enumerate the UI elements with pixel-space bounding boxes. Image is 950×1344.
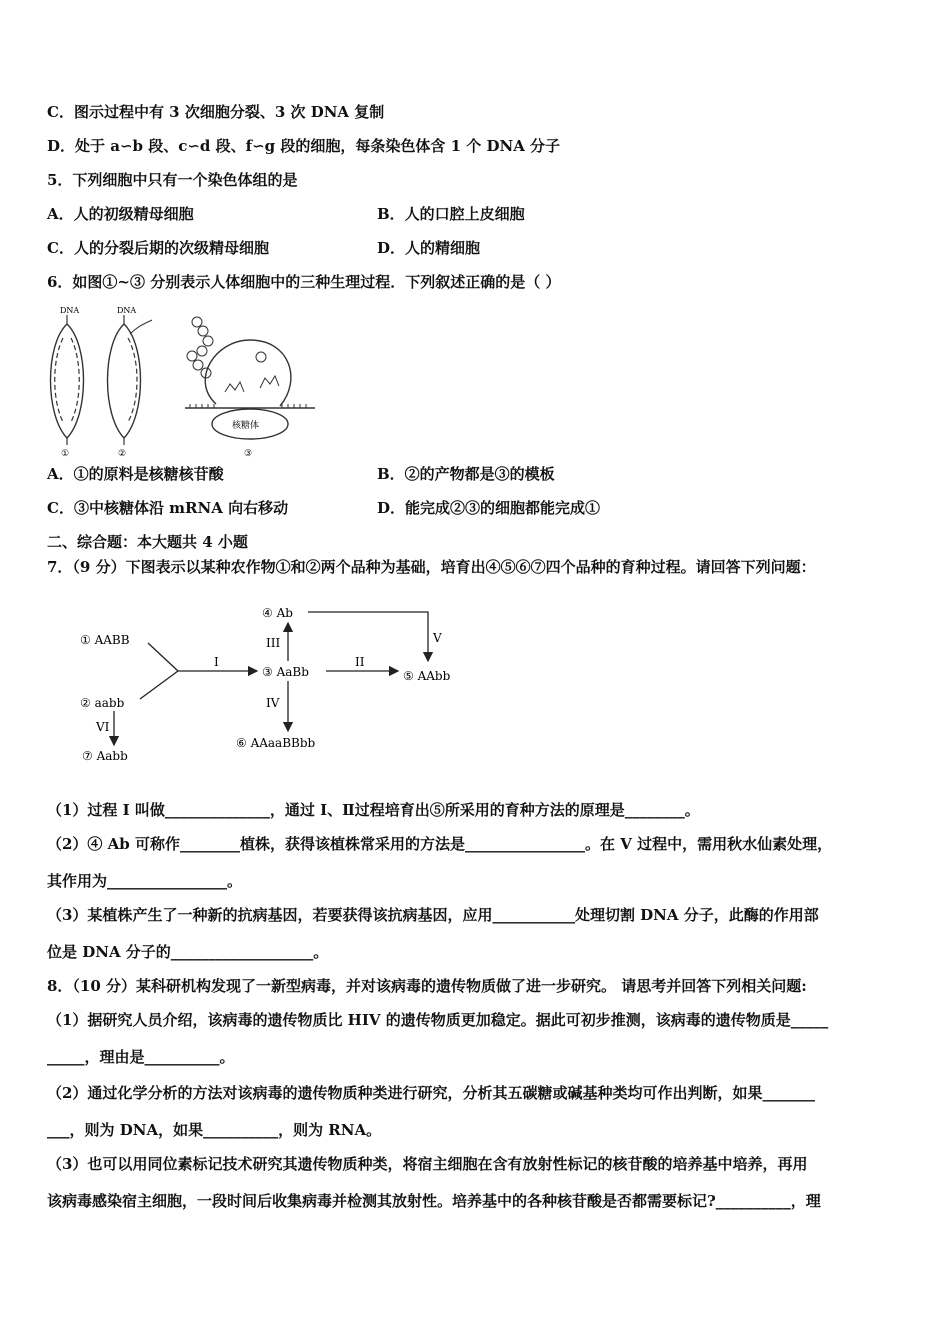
amino-acid-5 — [187, 351, 197, 361]
q8-part-2-line-1: （2）通过化学分析的方法对该病毒的遗传物质种类进行研究，分析其五碳糖或碱基种类均可作出判断，如果_______ — [47, 1084, 815, 1102]
amino-acid-6 — [193, 360, 203, 370]
q7-part-2-line-1: （2）④ Ab 可称作________植株，获得该植株常采用的方法是________________。在 V 过程中，需用秋水仙素处理， — [47, 835, 833, 853]
step-6-label: VI — [96, 720, 110, 734]
q8-part-1-line-1: （1）据研究人员介绍，该病毒的遗传物质比 HIV 的遗传物质更加稳定。据此可初步推测，该病毒的遗传物质是_____ — [47, 1011, 829, 1029]
step-5-label: V — [433, 631, 442, 645]
amino-acid-4 — [197, 346, 207, 356]
q8-part-3-line-2: 该病毒感染宿主细胞，一段时间后收集病毒并检测其放射性。培养基中的各种核苷酸是否都需要标记?__________，理 — [47, 1192, 821, 1210]
trna-2 — [260, 376, 279, 388]
q4-option-c: C．图示过程中有 3 次细胞分裂、3 次 DNA 复制 — [47, 103, 385, 121]
ribosome-label: 核糖体 — [232, 421, 260, 431]
q4-option-d: D．处于 a∽b 段、c∽d 段、f∽g 段的细胞，每条染色体含 1 个 DNA 分子 — [47, 137, 561, 155]
breeding-diagram — [70, 595, 490, 775]
amino-acid-3 — [203, 336, 213, 346]
trna-1 — [225, 382, 244, 392]
q5-option-c: C．人的分裂后期的次级精母细胞 — [47, 239, 269, 257]
q7-part-2-line-2: 其作用为________________。 — [47, 872, 243, 890]
q6-option-a: A．①的原料是核糖核苷酸 — [47, 465, 224, 483]
process-2-number: ② — [118, 449, 127, 459]
q7-part-3-line-1: （3）某植株产生了一种新的抗病基因，若要获得该抗病基因，应用___________处理切割 DNA 分子，此酶的作用部 — [47, 906, 819, 924]
node-4-ab: ④ Ab — [262, 606, 293, 620]
q8-stem: 8．（10 分）某科研机构发现了一新型病毒，并对该病毒的遗传物质做了进一步研究。 请思考并回答下列相关问题: — [47, 977, 807, 995]
process-3-number: ③ — [244, 449, 253, 459]
transcription-bubble-right — [124, 324, 141, 438]
q6-figure — [40, 300, 330, 460]
q6-stem: 6．如图①~③ 分别表示人体细胞中的三种生理过程．下列叙述正确的是（ ） — [47, 273, 561, 291]
node-3-aabb: ③ AaBb — [262, 665, 309, 679]
trna-amino-acid — [256, 352, 266, 362]
process-1-number: ① — [61, 449, 70, 459]
step-1-label: I — [214, 655, 219, 669]
q7-part-3-line-2: 位是 DNA 分子的___________________。 — [47, 943, 329, 961]
rna-strand — [128, 338, 137, 422]
step-4-label: IV — [266, 696, 280, 710]
q8-part-2-line-2: ___，则为 DNA，如果__________，则为 RNA。 — [47, 1121, 382, 1139]
cross-line-2 — [140, 671, 178, 699]
replication-bubble-right — [67, 324, 84, 438]
dna-label-2: DNA — [117, 306, 137, 315]
step-2-label: II — [355, 655, 365, 669]
arrow-step-5 — [308, 612, 428, 661]
amino-acid-1 — [192, 317, 202, 327]
q6-option-b: B．②的产物都是③的模板 — [377, 465, 555, 483]
q7-part-1: （1）过程 I 叫做______________，通过 I、Ⅱ过程培育出⑤所采用的育种方法的原理是________。 — [47, 801, 700, 819]
q8-part-3-line-1: （3）也可以用同位素标记技术研究其遗传物质种类，将宿主细胞在含有放射性标记的核苷酸的培养基中培养，再用 — [47, 1155, 808, 1173]
new-strand-right — [71, 338, 79, 422]
rna-tail — [130, 320, 152, 334]
q5-option-a: A．人的初级精母细胞 — [47, 205, 194, 223]
q5-option-b: B．人的口腔上皮细胞 — [377, 205, 525, 223]
section-heading: 二、综合题：本大题共 4 小题 — [47, 533, 248, 551]
ribosome-large-subunit — [205, 340, 291, 406]
q5-stem: 5．下列细胞中只有一个染色体组的是 — [47, 171, 298, 189]
node-7-aabb: ⑦ Aabb — [82, 749, 128, 763]
amino-acid-2 — [198, 326, 208, 336]
replication-bubble-left — [51, 324, 68, 438]
new-strand-left — [55, 338, 63, 422]
step-3-label: III — [266, 636, 281, 650]
q6-option-d: D．能完成②③的细胞都能完成① — [377, 499, 601, 517]
node-6-aaaabbbb: ⑥ AAaaBBbb — [236, 736, 316, 750]
node-1-aabb: ① AABB — [80, 633, 130, 647]
q7-stem: 7．（9 分）下图表示以某种农作物①和②两个品种为基础，培育出④⑤⑥⑦四个品种的育种过程。请回答下列问题： — [47, 558, 816, 576]
node-2-aabb: ② aabb — [80, 696, 125, 710]
q8-part-1-line-2: _____，理由是__________。 — [47, 1048, 235, 1066]
cross-line-1 — [148, 643, 178, 671]
transcription-bubble-left — [108, 324, 125, 438]
node-5-aabb: ⑤ AAbb — [403, 669, 451, 683]
q6-option-c: C．③中核糖体沿 mRNA 向右移动 — [47, 499, 289, 517]
dna-label-1: DNA — [60, 306, 80, 315]
q5-option-d: D．人的精细胞 — [377, 239, 481, 257]
